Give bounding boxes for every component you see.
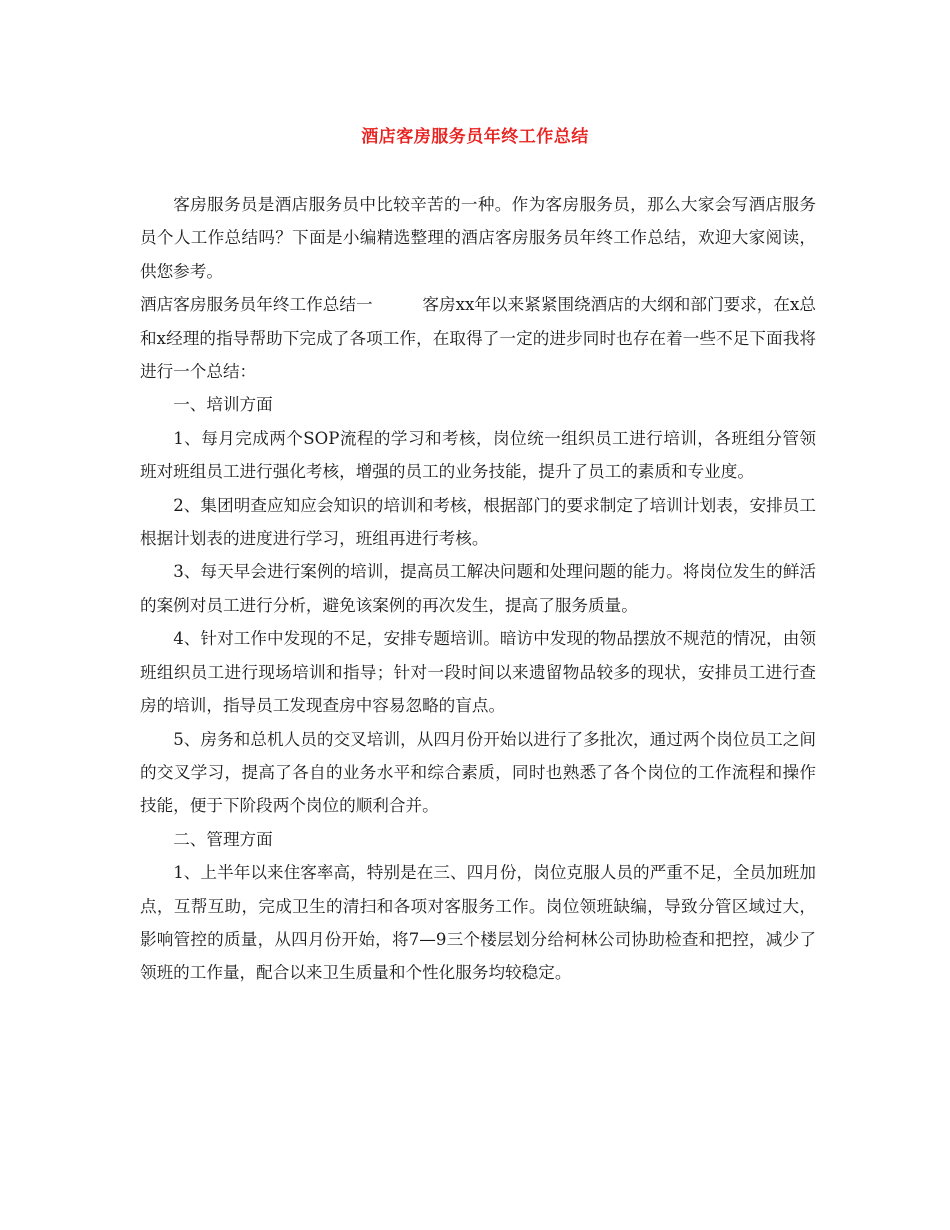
document-body xyxy=(140,188,816,990)
paragraph-training-2: 2、集团明查应知应会知识的培训和考核，根据部门的要求制定了培训计划表，安排员工根据计划表的进度进行学习，班组再进行考核。 xyxy=(140,495,816,549)
paragraph-training-3: 3、每天早会进行案例的培训，提高员工解决问题和处理问题的能力。将岗位发生的鲜活的案例对员工进行分析，避免该案例的再次发生，提高了服务质量。 xyxy=(140,562,816,615)
paragraph-training-5: 5、房务和总机人员的交叉培训，从四月份开始以进行了多批次，通过两个岗位员工之间的交叉学习，提高了各自的业务水平和综合素质，同时也熟悉了各个岗位的工作流程和操作技能，便于下阶段两个岗位的顺利合并。 xyxy=(140,729,816,816)
paragraph-training-1: 1、每月完成两个SOP流程的学习和考核，岗位统一组织员工进行培训，各班组分管领班对班组员工进行强化考核，增强的员工的业务技能，提升了员工的素质和专业度。 xyxy=(140,428,816,482)
paragraph-training-4: 4、针对工作中发现的不足，安排专题培训。暗访中发现的物品摆放不规范的情况，由领班组织员工进行现场培训和指导；针对一段时间以来遗留物品较多的现状，安排员工进行查房的培训，指导员工发现查房中容易忽略的盲点。 xyxy=(140,629,816,716)
document-title: 酒店客房服务员年终工作总结 xyxy=(361,127,589,147)
paragraph-intro: 客房服务员是酒店服务员中比较辛苦的一种。作为客房服务员，那么大家会写酒店服务员个人工作总结吗？下面是小编精选整理的酒店客房服务员年终工作总结，欢迎大家阅读，供您参考。 xyxy=(140,195,816,281)
section-heading-management: 二、管理方面 xyxy=(173,829,273,849)
paragraph-summary-one: 酒店客房服务员年终工作总结一 客房xx年以来紧紧围绕酒店的大纲和部门要求，在x总和x经理的指导帮助下完成了各项工作，在取得了一定的进步同时也存在着一些不足下面我将进行一个总结： xyxy=(140,295,816,382)
paragraph-management-1: 1、上半年以来住客率高，特别是在三、四月份，岗位克服人员的严重不足，全员加班加点，互帮互助，完成卫生的清扫和各项对客服务工作。岗位领班缺编，导致分管区域过大，影响管控的质量，从四月份开始，将7—9三个楼层划分给柯林公司协助检查和把控，减少了领班的工作量，配合以来卫生质量和个性化服务均较稳定。 xyxy=(140,863,816,983)
section-heading-training: 一、培训方面 xyxy=(173,395,273,415)
